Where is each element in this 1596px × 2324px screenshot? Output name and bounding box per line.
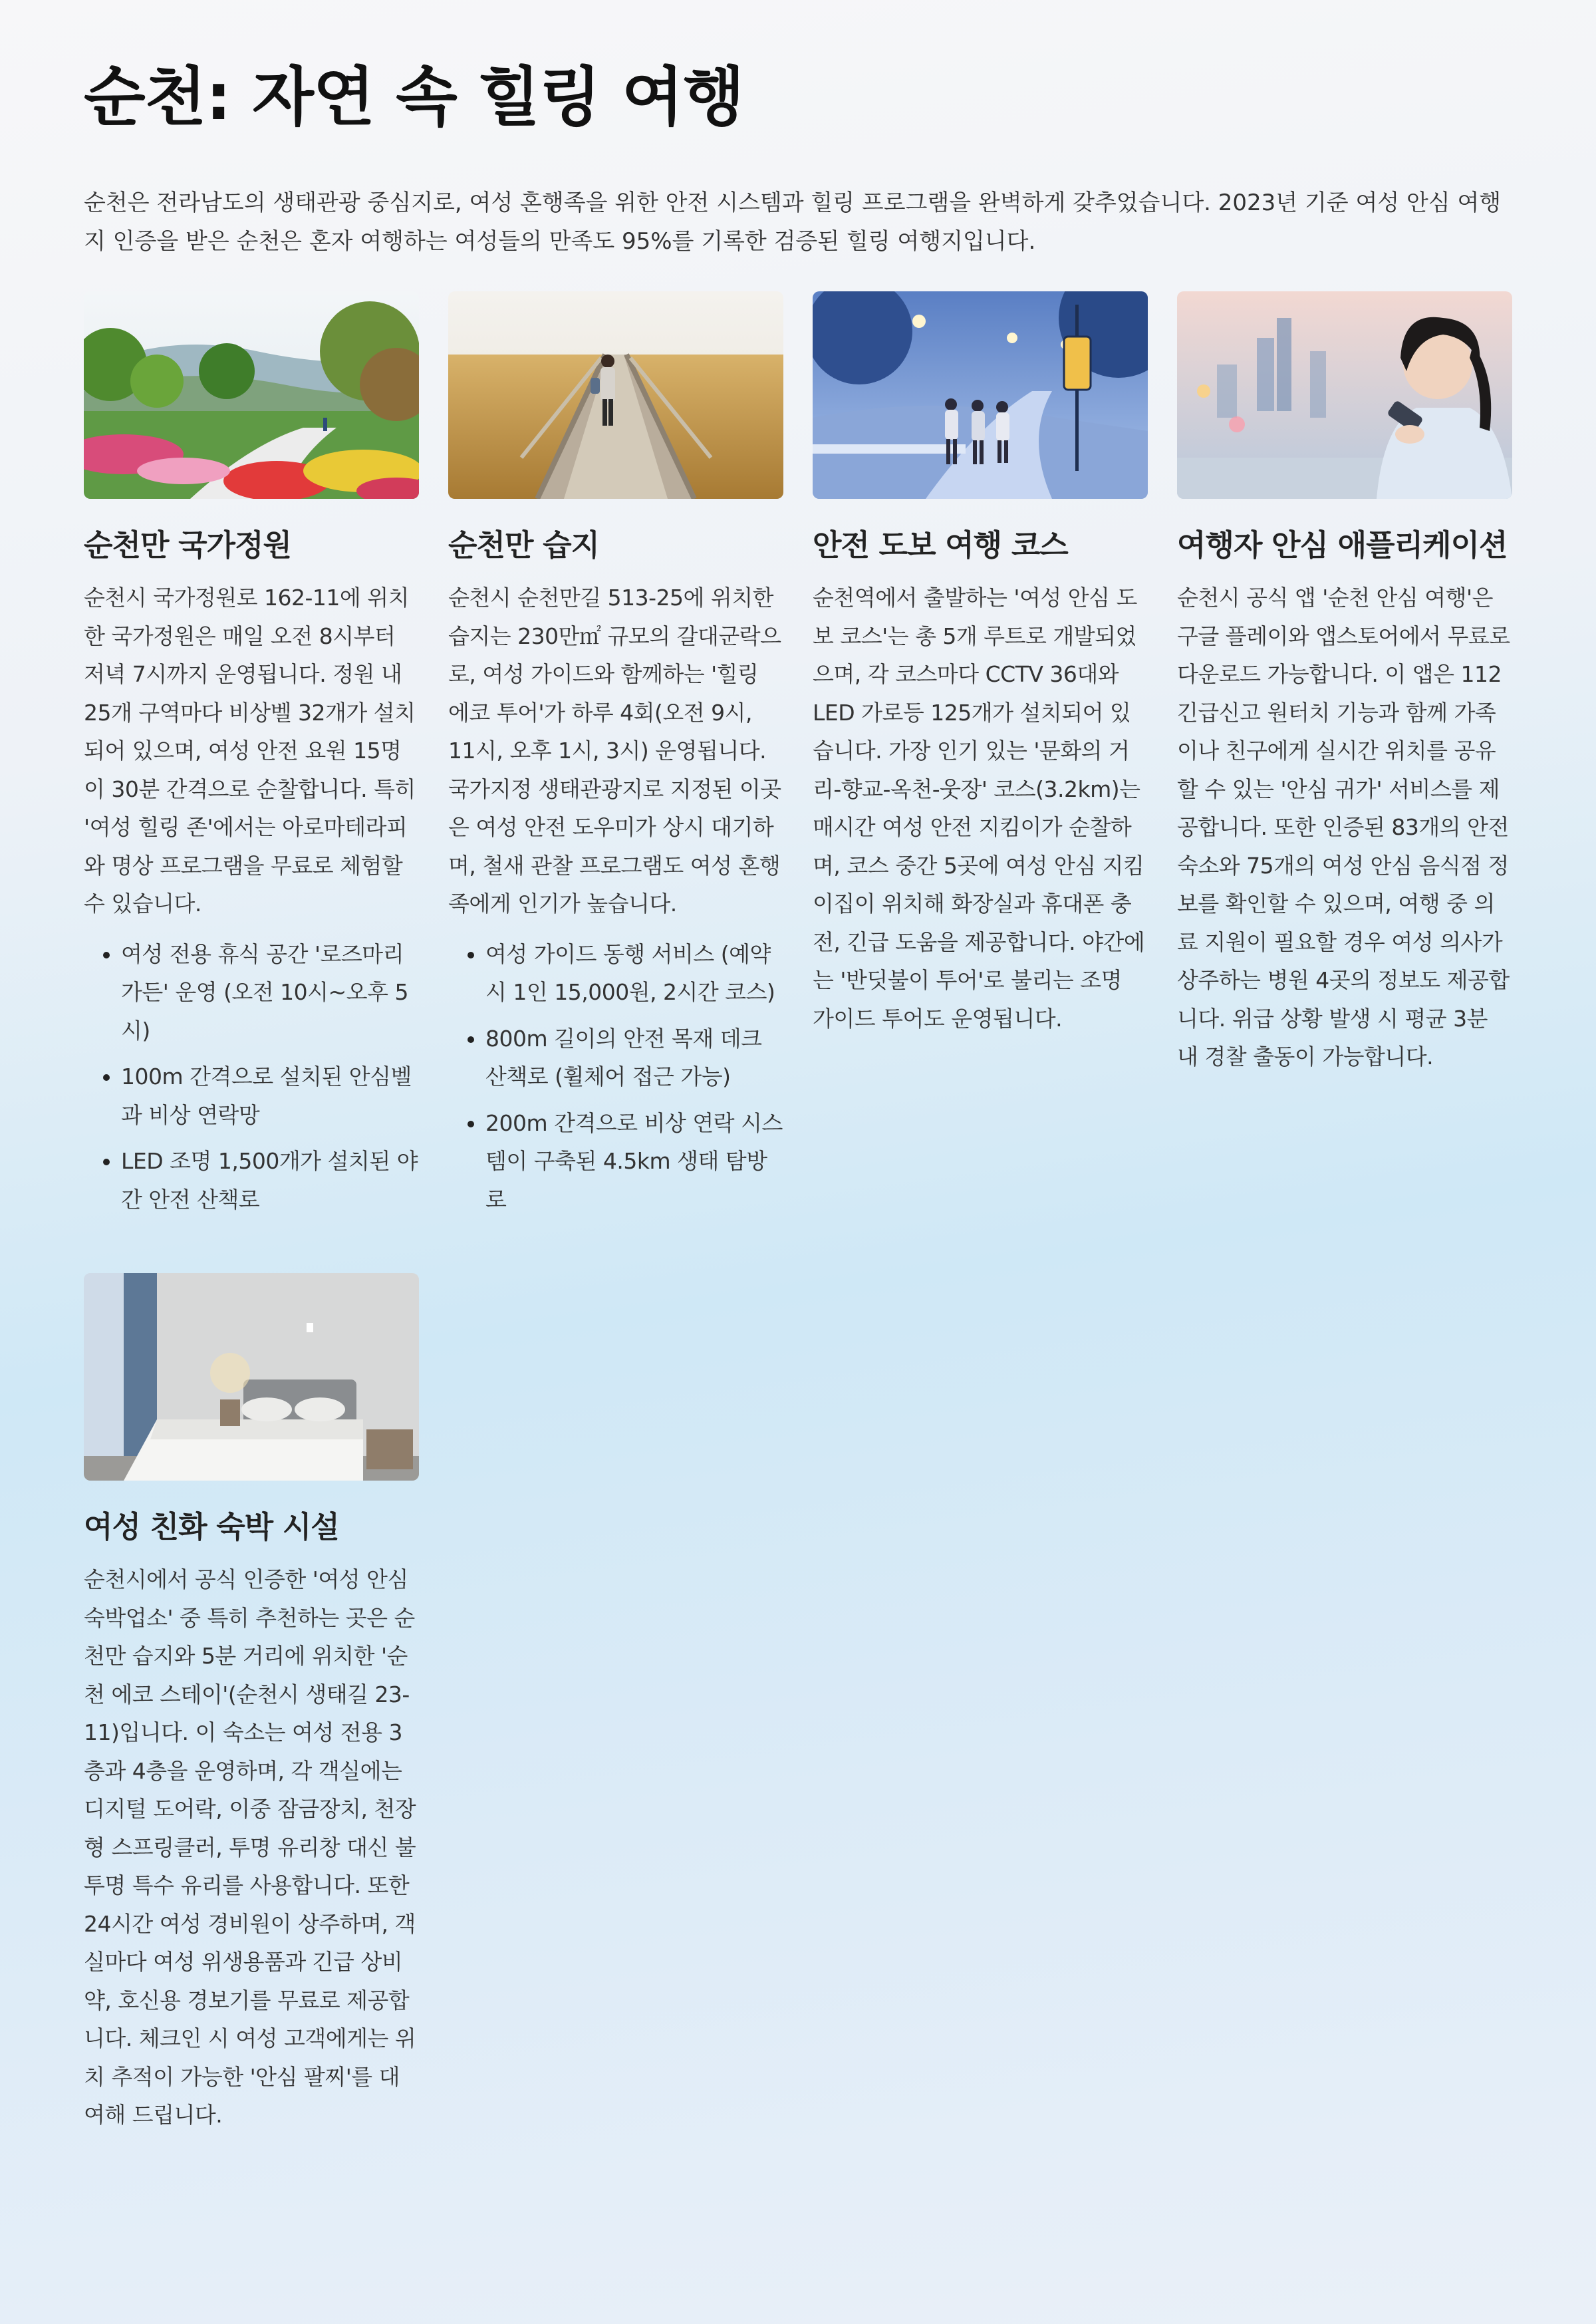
card-title: 순천만 습지 [448, 527, 600, 563]
card-body: 순천시에서 공식 인증한 '여성 안심 숙박업소' 중 특히 추천하는 곳은 순천만 습지와 5분 거리에 위치한 '순천 에코 스테이'(순천시 생태길 23-11)입니다. 이 숙소는 여성 전용 3층과 4층을 운영하며, 각 객실에는 디지털 도어락, 이중 잠금장치, 천장형 스프링클러, 투명 유리창 대신 불투명 특수 유리를 사용합니다. 또한 24시간 여성 경비원이 상주하며, 객실마다 여성 위생용품과 긴급 상비약, 호신용 경보기를 무료로 제공합니다. 체크인 시 여성 고객에게는 위치 추적이 가능한 '안심 팔찌'를 대여해 드립니다. [84, 1566, 416, 2128]
card-body: 순천역에서 출발하는 '여성 안심 도보 코스'는 총 5개 루트로 개발되었으며, 각 코스마다 CCTV 36대와 LED 가로등 125개가 설치되어 있습니다. 가장 인기 있는 '문화의 거리-향교-옥천-웃장' 코스(3.2km)는 매시간 여성 안전 지킴이가 순찰하며, 코스 중간 5곳에 여성 안심 지킴이집이 위치해 화장실과 휴대폰 충전, 긴급 도움을 제공합니다. 야간에는 '반딧불이 투어'로 불리는 조명 가이드 투어도 운영됩니다. [813, 585, 1145, 1032]
card-bullet-list [84, 935, 419, 1219]
card-title: 순천만 국가정원 [84, 527, 291, 563]
intro-paragraph: 순천은 전라남도의 생태관광 중심지로, 여성 혼행족을 위한 안전 시스템과 힐링 프로그램을 완벽하게 갖추었습니다. 2023년 기준 여성 안심 여행지 인증을 받은 순천은 혼자 여행하는 여성들의 만족도 95%를 기록한 검증된 힐링 여행지입니다. [84, 190, 1502, 255]
list-item: • LED 조명 1,500개가 설치된 야간 안전 산책로 [121, 1142, 419, 1219]
page-title: 순천: 자연 속 힐링 여행 [84, 60, 744, 134]
garden-photo [84, 291, 419, 499]
card-safe-walking-course [813, 291, 1148, 1227]
hotel-room-photo [84, 1273, 419, 1481]
woman-with-phone-photo [1177, 291, 1512, 499]
list-item: • 800m 길이의 안전 목재 데크 산책로 (휠체어 접근 가능) [485, 1020, 783, 1096]
card-title: 안전 도보 여행 코스 [813, 527, 1068, 563]
card-title: 여성 친화 숙박 시설 [84, 1509, 339, 1544]
list-item: • 여성 전용 휴식 공간 '로즈마리 가든' 운영 (오전 10시~오후 5시) [121, 935, 419, 1050]
card-national-garden [84, 291, 419, 1227]
card-women-friendly-lodging [84, 1273, 419, 2134]
card-body: 순천시 국가정원로 162-11에 위치한 국가정원은 매일 오전 8시부터 저녁 7시까지 운영됩니다. 정원 내 25개 구역마다 비상벨 32개가 설치되어 있으며, 여성 안전 요원 15명이 30분 간격으로 순찰합니다. 특히 '여성 힐링 존'에서는 아로마테라피와 명상 프로그램을 무료로 체험할 수 있습니다. [84, 585, 416, 917]
list-item: • 200m 간격으로 비상 연락 시스템이 구축된 4.5km 생태 탐방로 [485, 1104, 783, 1219]
list-item: • 100m 간격으로 설치된 안심벨과 비상 연락망 [121, 1058, 419, 1134]
card-wetland [448, 291, 783, 1227]
card-safety-app [1177, 291, 1512, 1227]
wetland-boardwalk-photo [448, 291, 783, 499]
night-walkway-illustration [813, 291, 1148, 499]
card-grid [84, 291, 1512, 2134]
list-item: • 여성 가이드 동행 서비스 (예약 시 1인 15,000원, 2시간 코스) [485, 935, 783, 1012]
card-body: 순천시 공식 앱 '순천 안심 여행'은 구글 플레이와 앱스토어에서 무료로 다운로드 가능합니다. 이 앱은 112 긴급신고 원터치 기능과 함께 가족이나 친구에게 실시간 위치를 공유할 수 있는 '안심 귀가' 서비스를 제공합니다. 또한 인증된 83개의 안전 숙소와 75개의 여성 안심 음식점 정보를 확인할 수 있으며, 여행 중 의료 지원이 필요할 경우 여성 의사가 상주하는 병원 4곳의 정보도 제공합니다. 위급 상황 발생 시 평균 3분 내 경찰 출동이 가능합니다. [1177, 585, 1510, 1070]
card-bullet-list [448, 935, 783, 1219]
card-body: 순천시 순천만길 513-25에 위치한 습지는 230만㎡ 규모의 갈대군락으로, 여성 가이드와 함께하는 '힐링 에코 투어'가 하루 4회(오전 9시, 11시, 오후 1시, 3시) 운영됩니다. 국가지정 생태관광지로 지정된 이곳은 여성 안전 도우미가 상시 대기하며, 철새 관찰 프로그램도 여성 혼행족에게 인기가 높습니다. [448, 585, 781, 917]
card-title: 여행자 안심 애플리케이션 [1177, 527, 1508, 563]
